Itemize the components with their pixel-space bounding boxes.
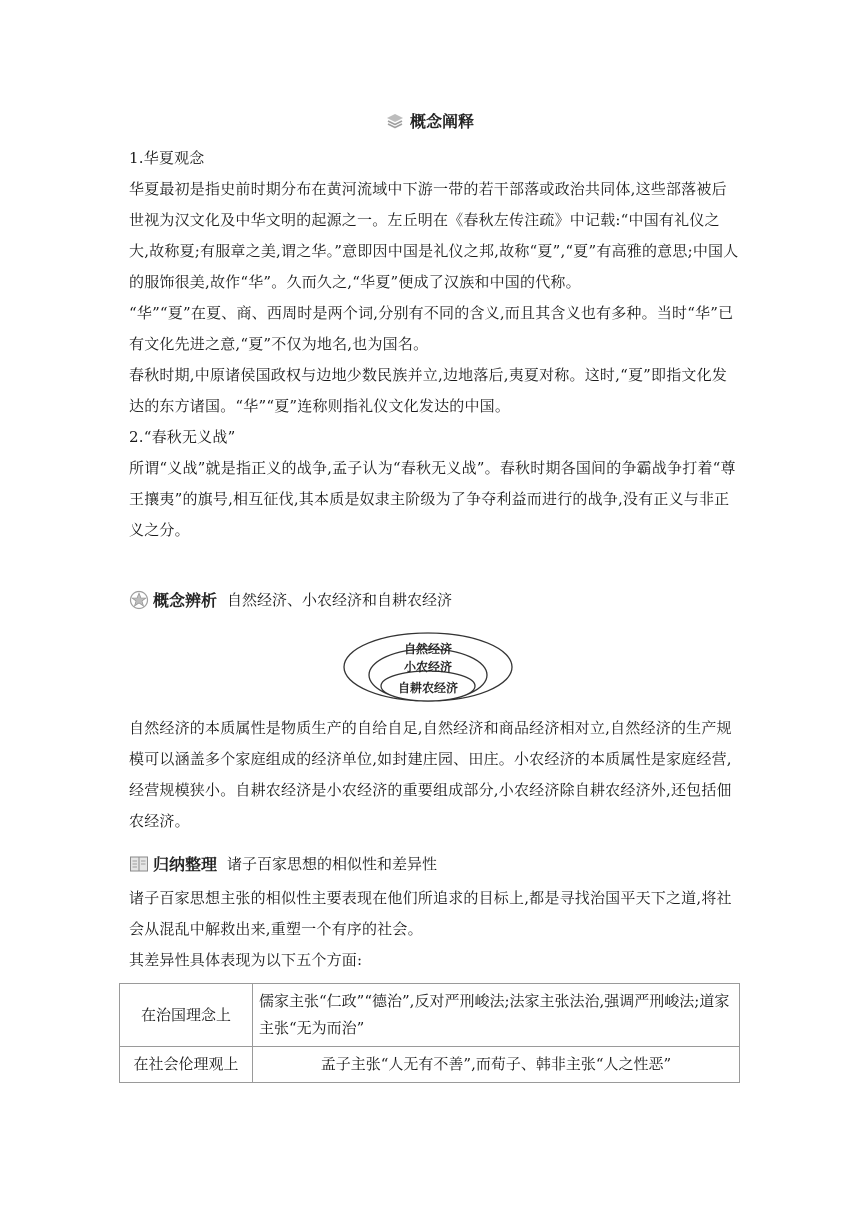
economy-nesting-diagram (340, 631, 520, 703)
table-row (120, 984, 740, 1047)
row-value: 儒家主张“仁政”“德治”,反对严刑峻法;法家主张法治,强调严刑峻法;道家主张“无为而治” (253, 984, 740, 1047)
label-self-cultivator-economy: 自耕农经济 (397, 681, 459, 695)
star-gear-icon (129, 590, 149, 610)
item-title: 1.华夏观念 (129, 149, 205, 167)
layers-icon (386, 113, 404, 129)
summary-tag: 归纳整理 (153, 855, 218, 874)
section-heading (0, 109, 860, 132)
row-key: 在社会伦理观上 (120, 1047, 253, 1083)
summary-subtitle: 诸子百家思想的相似性和差异性 (227, 855, 438, 873)
summary-text (129, 883, 739, 976)
section-title: 概念阐释 (409, 112, 474, 131)
concept-section (129, 143, 739, 546)
analysis-subtitle: 自然经济、小农经济和自耕农经济 (227, 591, 453, 609)
concept-analysis-heading (129, 588, 452, 611)
summary-heading (129, 852, 437, 875)
table-row (120, 1047, 740, 1083)
book-icon (129, 855, 149, 873)
paragraph: 华夏最初是指史前时期分布在黄河流域中下游一带的若干部落或政治共同体,这些部落被后世视为汉文化及中华文明的起源之一。左丘明在《春秋左传注疏》中记载:“中国有礼仪之大,故称夏;有服章之美,谓之华。”意即因中国是礼仪之邦,故称“夏”,“夏”有高雅的意思;中国人的服饰很美,故作“华”。久而久之,“华夏”便成了汉族和中国的代称。 (129, 180, 739, 291)
analysis-text (129, 713, 739, 837)
paragraph: “华”“夏”在夏、商、西周时是两个词,分别有不同的含义,而且其含义也有多种。当时“华”已有文化先进之意,“夏”不仅为地名,也为国名。 (129, 304, 734, 353)
item-title: 2.“春秋无义战” (129, 428, 236, 446)
label-natural-economy: 自然经济 (403, 642, 453, 656)
analysis-tag: 概念辨析 (153, 591, 218, 610)
label-small-peasant-economy: 小农经济 (403, 660, 453, 674)
paragraph: 自然经济的本质属性是物质生产的自给自足,自然经济和商品经济相对立,自然经济的生产规模可以涵盖多个家庭组成的经济单位,如封建庄园、田庄。小农经济的本质属性是家庭经营,经营规模狭小。自耕农经济是小农经济的重要组成部分,小农经济除自耕农经济外,还包括佃农经济。 (129, 719, 732, 830)
paragraph: 其差异性具体表现为以下五个方面: (129, 951, 363, 969)
paragraph: 春秋时期,中原诸侯国政权与边地少数民族并立,边地落后,夷夏对称。这时,“夏”即指文化发达的东方诸国。“华”“夏”连称则指礼仪文化发达的中国。 (129, 366, 728, 415)
differences-table (119, 983, 740, 1083)
paragraph: 诸子百家思想主张的相似性主要表现在他们所追求的目标上,都是寻找治国平天下之道,将社会从混乱中解救出来,重塑一个有序的社会。 (129, 889, 732, 938)
row-key: 在治国理念上 (120, 984, 253, 1047)
row-value: 孟子主张“人无有不善”,而荀子、韩非主张“人之性恶” (253, 1047, 740, 1083)
paragraph: 所谓“义战”就是指正义的战争,孟子认为“春秋无义战”。春秋时期各国间的争霸战争打着“尊王攘夷”的旗号,相互征伐,其本质是奴隶主阶级为了争夺利益而进行的战争,没有正义与非正义之分。 (129, 459, 736, 539)
